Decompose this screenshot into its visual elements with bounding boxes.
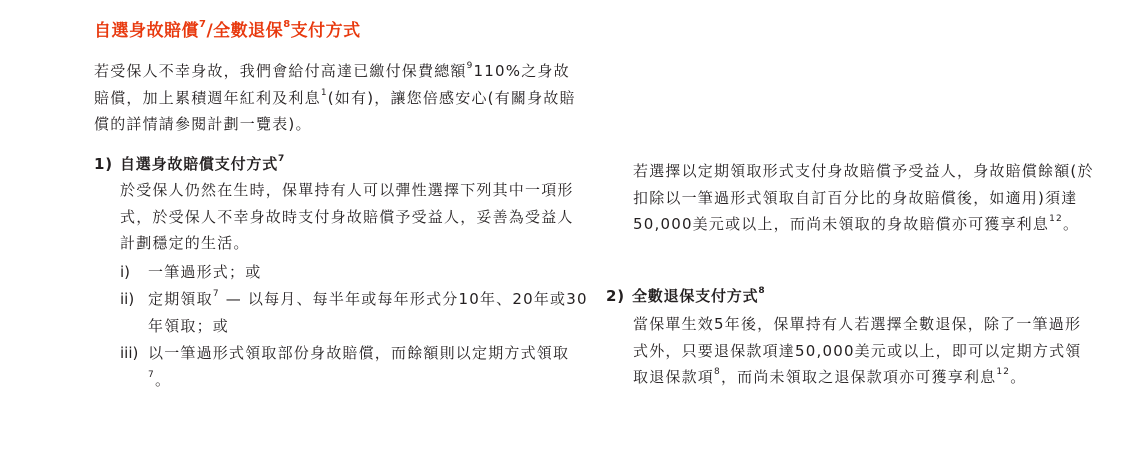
intro-text-2: 110%之身故賠償，加上累積週年紅利及利息 <box>94 62 570 107</box>
item2-footnote-ref-2: 12 <box>996 367 1011 377</box>
item1-number: 1) <box>94 155 113 173</box>
option-1-marker: i) <box>120 263 131 281</box>
heading-part3: 支付方式 <box>290 21 361 41</box>
option-2 <box>120 286 588 339</box>
option-3-text: 以一筆過形式領取部份身故賠償，而餘額則以定期方式領取 <box>148 344 570 362</box>
item2-title <box>606 285 765 306</box>
item2-footnote-ref-1: 8 <box>714 367 721 377</box>
heading-part1: 自選身故賠償 <box>94 21 199 41</box>
intro-footnote-ref-1: 9 <box>466 61 474 71</box>
option-1-text: 一筆過形式；或 <box>148 263 262 281</box>
item1-body: 於受保人仍然在生時，保單持有人可以彈性選擇下列其中一項形式，於受保人不幸身故時支付身故賠償予受益人，妥善為受益人計劃穩定的生活。 <box>120 181 574 252</box>
item2-text-3: 。 <box>1010 368 1027 386</box>
item2-title-footnote-ref: 8 <box>758 286 766 296</box>
right-paragraph-text: 若選擇以定期領取形式支付身故賠償予受益人，身故賠償餘額(於扣除以一筆過形式領取自訂百分比的身故賠償後，如適用)須達50,000美元或以上，而尚未領取的身故賠償亦可獲享利息 <box>633 162 1094 233</box>
option-2-text-after: — 以每月、每半年或每年形式分10年、20年或30年領取；或 <box>148 290 588 335</box>
item2-title-text: 全數退保支付方式 <box>632 287 759 305</box>
heading-footnote-ref-2: 8 <box>283 19 291 31</box>
intro-paragraph <box>94 58 584 138</box>
item2-text-2: ，而尚未領取之退保款項亦可獲享利息 <box>720 368 997 386</box>
item2-text-1: 當保單生效5年後，保單持有人若選擇全數退保，除了一筆過形式外，只要退保款項達50,000美元或以上，即可以定期方式領取退保款項 <box>633 315 1082 386</box>
option-2-footnote-ref: 7 <box>212 289 220 299</box>
option-2-marker: ii) <box>120 290 135 308</box>
item1-title-footnote-ref: 7 <box>278 154 286 164</box>
item2-number: 2) <box>606 287 625 305</box>
right-paragraph-text-after: 。 <box>1062 215 1080 233</box>
option-3 <box>120 340 588 393</box>
item2-body <box>633 311 1095 391</box>
right-paragraph-footnote-ref: 12 <box>1049 214 1063 224</box>
section-heading <box>94 16 361 41</box>
option-3-footnote-ref: 7 <box>148 369 155 380</box>
intro-text-3: (如有)，讓您倍感安心(有關身故賠償的詳情請參閱計劃一覽表)。 <box>94 88 576 133</box>
heading-part2: /全數退保 <box>206 21 284 41</box>
intro-footnote-ref-2: 1 <box>320 87 328 98</box>
option-1 <box>120 259 588 286</box>
item1-title-text: 自選身故賠償支付方式 <box>120 155 279 173</box>
intro-text-1: 若受保人不幸身故，我們會給付高達已繳付保費總額 <box>94 62 467 80</box>
option-3-text-after: 。 <box>154 370 172 389</box>
option-2-text: 定期領取 <box>148 290 213 308</box>
right-paragraph <box>633 158 1095 238</box>
heading-footnote-ref-1: 7 <box>199 19 207 31</box>
option-3-marker: iii) <box>120 344 139 362</box>
item1-title <box>94 153 285 174</box>
